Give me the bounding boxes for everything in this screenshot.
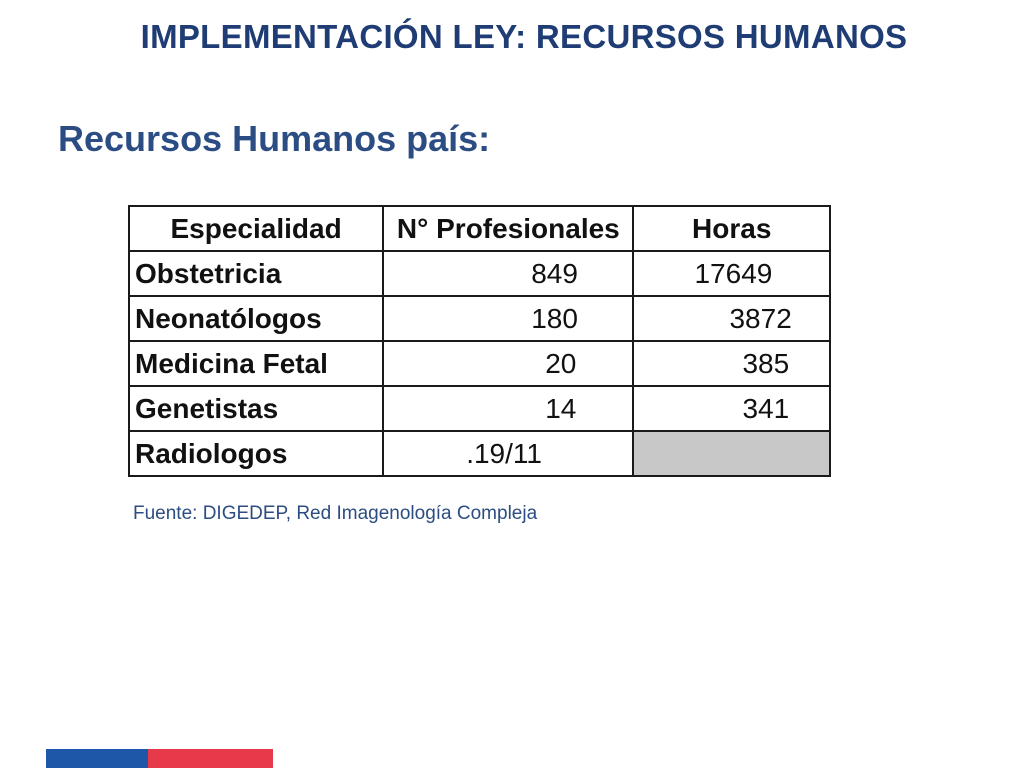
cell-profesionales-value: 849 xyxy=(531,257,578,289)
slide-header: IMPLEMENTACIÓN LEY: RECURSOS HUMANOS xyxy=(140,18,908,55)
source-note: Fuente: DIGEDEP, Red Imagenología Compleja xyxy=(133,503,538,524)
cell-horas-value: 385 xyxy=(742,347,790,379)
column-header-especialidad: Especialidad xyxy=(129,206,383,251)
cell-horas-value: 341 xyxy=(742,392,790,424)
resources-table xyxy=(128,205,831,477)
cell-horas xyxy=(633,251,830,296)
flag-red-stripe xyxy=(148,749,273,768)
cell-especialidad: Medicina Fetal xyxy=(129,341,383,386)
footer-flag-bar xyxy=(46,749,273,768)
cell-horas xyxy=(633,296,830,341)
cell-profesionales-value: 180 xyxy=(531,302,578,334)
slide-subtitle: Recursos Humanos país: xyxy=(58,118,491,159)
cell-profesionales xyxy=(383,341,633,386)
cell-profesionales xyxy=(383,431,633,476)
flag-blue-stripe xyxy=(46,749,148,768)
cell-horas xyxy=(633,341,830,386)
column-header-profesionales: N° Profesionales xyxy=(383,206,633,251)
column-header-horas: Horas xyxy=(633,206,830,251)
cell-profesionales-value: 20 xyxy=(545,347,577,379)
cell-horas-empty xyxy=(633,431,830,476)
cell-horas-value: 17649 xyxy=(694,257,773,289)
cell-profesionales xyxy=(383,296,633,341)
cell-profesionales xyxy=(383,386,633,431)
cell-horas xyxy=(633,386,830,431)
table-row xyxy=(129,386,830,431)
table-row xyxy=(129,341,830,386)
cell-horas-value: 3872 xyxy=(729,302,792,334)
table-row xyxy=(129,251,830,296)
cell-especialidad: Neonatólogos xyxy=(129,296,383,341)
table-row xyxy=(129,296,830,341)
cell-especialidad: Obstetricia xyxy=(129,251,383,296)
cell-profesionales-value: 14 xyxy=(545,392,577,424)
table-header-row xyxy=(129,206,830,251)
cell-especialidad: Radiologos xyxy=(129,431,383,476)
cell-profesionales xyxy=(383,251,633,296)
cell-profesionales-value: .19/11 xyxy=(466,437,542,469)
table-row xyxy=(129,431,830,476)
cell-especialidad: Genetistas xyxy=(129,386,383,431)
